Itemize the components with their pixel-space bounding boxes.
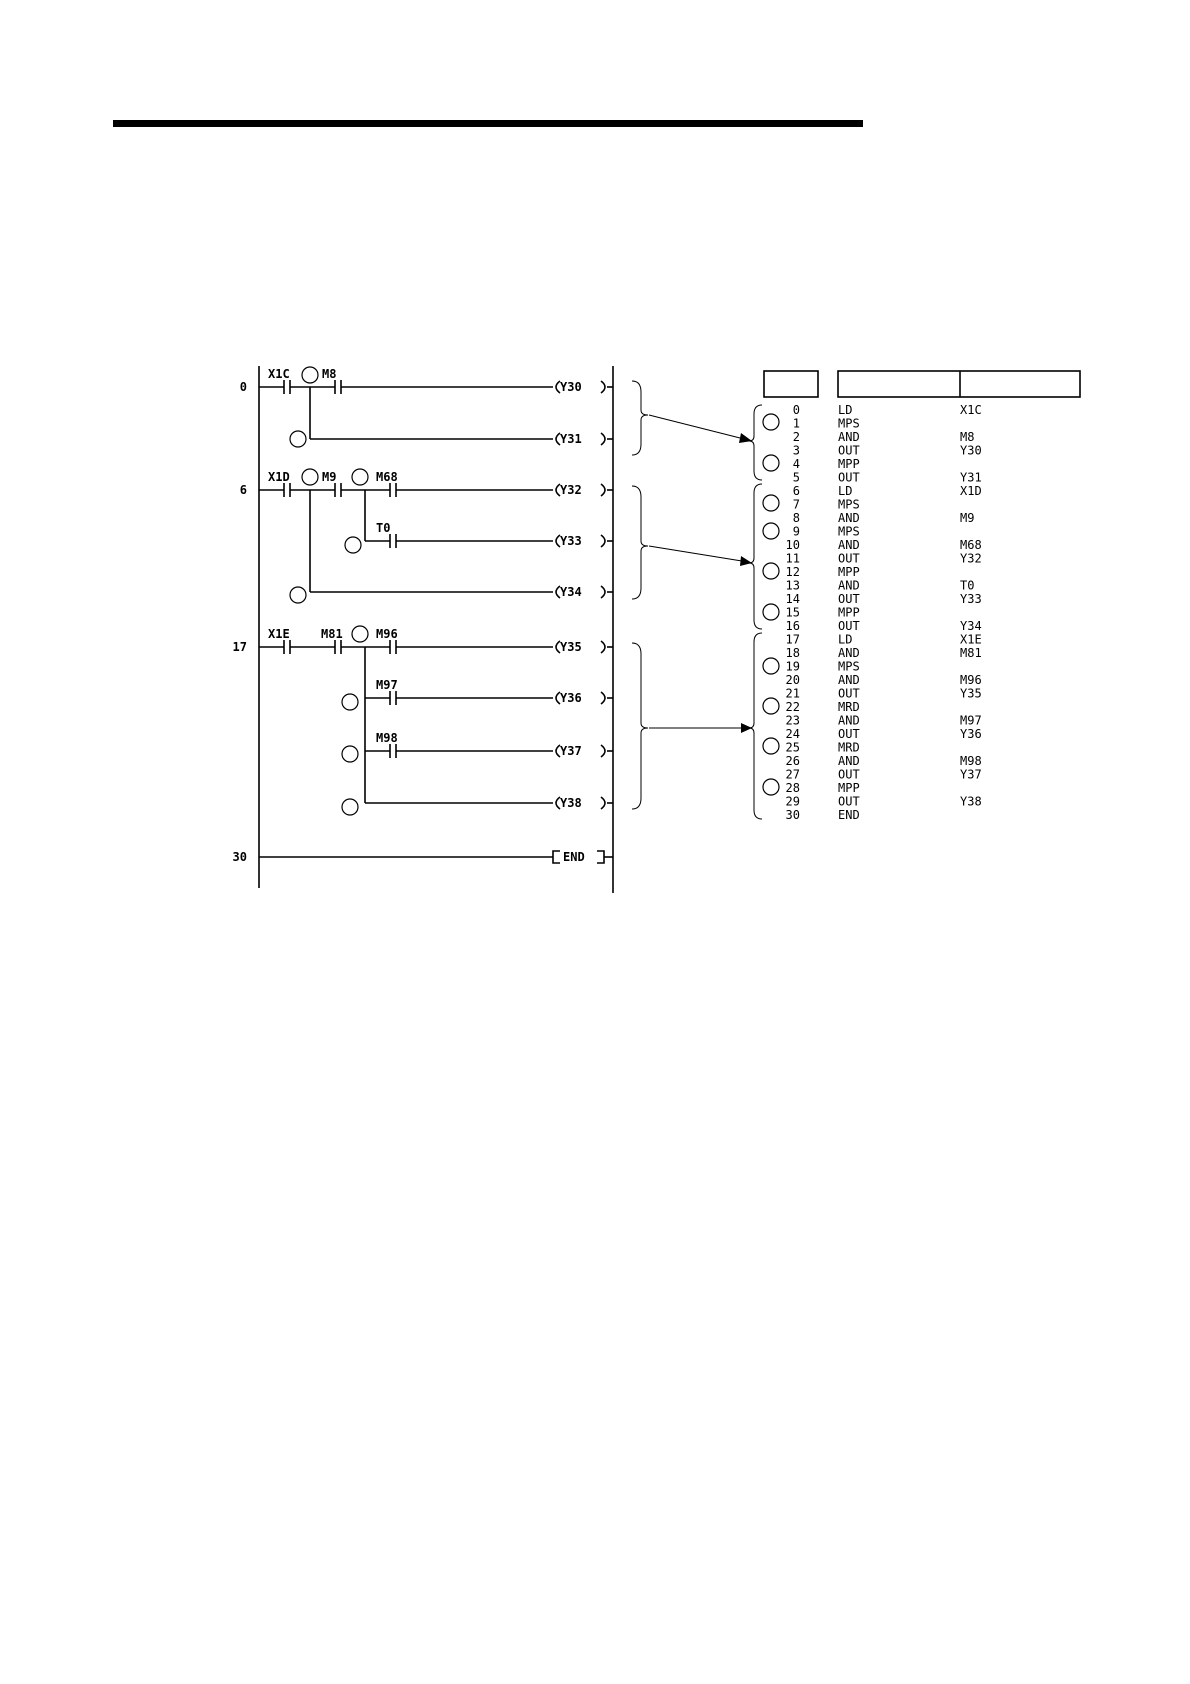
step-number-cell: 7 (792, 497, 800, 512)
end-instruction: END (563, 850, 585, 864)
device-cell: X1D (960, 484, 982, 498)
contact-label: M9 (322, 470, 337, 484)
listing-row (786, 781, 860, 795)
device-cell: Y37 (960, 767, 982, 782)
device-cell: M97 (960, 713, 982, 728)
instruction-header-box (838, 371, 1080, 397)
listing-row (793, 457, 860, 471)
end-rung (259, 850, 613, 864)
device-cell: M8 (960, 430, 975, 444)
listing-brace (749, 484, 762, 629)
answer-blank-circle (302, 367, 318, 383)
coil-y32: Y32 (560, 483, 582, 497)
instruction-listing (763, 371, 1080, 822)
step-number: 0 (239, 380, 247, 394)
instruction-cell: MPS (838, 524, 860, 539)
instruction-cell: OUT (838, 470, 860, 485)
rung-block-2 (259, 469, 613, 603)
answer-blank-circle (342, 746, 358, 762)
instruction-cell: END (838, 808, 860, 822)
coil-y35: Y35 (560, 640, 582, 654)
device-cell: Y35 (960, 686, 982, 701)
step-number-cell: 14 (785, 592, 800, 606)
answer-blank-circle (763, 563, 779, 579)
step-number-cell: 2 (792, 430, 800, 444)
answer-blank-circle (763, 495, 779, 511)
coil-y37: Y37 (560, 744, 582, 758)
device-cell: M81 (960, 646, 982, 660)
contact-label: X1D (268, 470, 290, 484)
device-cell: M68 (960, 538, 982, 552)
coil-y30: Y30 (560, 380, 582, 394)
answer-blank-circle (763, 455, 779, 471)
step-number-cell: 16 (785, 619, 800, 633)
coil-y33: Y33 (560, 534, 582, 548)
ladder-diagram (233, 366, 613, 893)
coil-y34: Y34 (560, 585, 582, 599)
answer-blank-circle (763, 604, 779, 620)
instruction-cell: MPP (838, 605, 860, 620)
device-cell: Y31 (960, 470, 982, 485)
contact-label: M81 (321, 627, 343, 641)
answer-blank-circle (290, 431, 306, 447)
instruction-cell: OUT (838, 551, 860, 566)
listing-row (793, 525, 860, 539)
instruction-cell: AND (838, 538, 860, 552)
listing-row (786, 633, 982, 647)
step-number-cell: 21 (785, 686, 800, 701)
instruction-cell: LD (838, 484, 853, 498)
listing-row (786, 646, 982, 660)
step-number: 30 (232, 850, 247, 864)
answer-blank-circle (342, 799, 358, 815)
listing-row (786, 795, 982, 809)
step-number-cell: 28 (785, 781, 800, 795)
rung-block-3 (259, 626, 613, 815)
answer-blank-circle (342, 694, 358, 710)
answer-blank-circle (352, 626, 368, 642)
listing-row (786, 687, 982, 701)
instruction-cell: AND (838, 578, 860, 593)
arrow-head (740, 556, 752, 566)
instruction-cell: LD (838, 403, 853, 417)
listing-row (786, 552, 982, 566)
ladder-brace (632, 643, 648, 809)
step-number-cell: 10 (785, 538, 800, 552)
step-number-cell: 18 (785, 646, 800, 660)
step-number-cell: 25 (785, 740, 800, 755)
step-number-cell: 19 (785, 659, 800, 674)
answer-blank-circle (763, 414, 779, 430)
instruction-cell: AND (838, 430, 860, 444)
listing-row (793, 484, 982, 498)
answer-blank-circle (763, 658, 779, 674)
instruction-cell: MPP (838, 781, 860, 795)
answer-blank-circle (763, 779, 779, 795)
header-rule (113, 120, 863, 127)
device-cell: Y30 (960, 443, 982, 458)
coil-y38: Y38 (560, 796, 582, 810)
listing-rows (786, 403, 982, 822)
listing-row (786, 592, 982, 606)
instruction-cell: AND (838, 754, 860, 768)
listing-row (786, 606, 860, 620)
answer-blank-circle (763, 738, 779, 754)
listing-row (793, 417, 860, 431)
instruction-cell: AND (838, 511, 860, 525)
step-number-cell: 15 (785, 605, 800, 620)
listing-blank-circles (763, 414, 779, 795)
device-cell: Y34 (960, 619, 982, 633)
step-header-box (764, 371, 818, 397)
instruction-cell: AND (838, 713, 860, 728)
listing-row (793, 444, 982, 458)
instruction-cell: OUT (838, 686, 860, 701)
step-number-cell: 0 (792, 403, 800, 417)
listing-row (786, 754, 982, 768)
listing-row (793, 430, 975, 444)
listing-row (786, 660, 860, 674)
contact-label: M68 (376, 470, 398, 484)
instruction-cell: MPS (838, 416, 860, 431)
answer-blank-circle (290, 587, 306, 603)
instruction-cell: MPS (838, 497, 860, 512)
instruction-cell: AND (838, 646, 860, 660)
contact-label: X1E (268, 627, 290, 641)
listing-row (786, 619, 982, 633)
listing-row (786, 673, 982, 687)
rung-block-1 (259, 367, 613, 447)
instruction-cell: OUT (838, 794, 860, 809)
instruction-cell: OUT (838, 592, 860, 606)
listing-row (786, 538, 982, 552)
step-number-cell: 1 (792, 416, 800, 431)
step-number-cell: 23 (785, 713, 800, 728)
step-number-cell: 4 (792, 457, 800, 471)
step-number-cell: 20 (785, 673, 800, 687)
instruction-cell: MPS (838, 659, 860, 674)
contact-label: M97 (376, 678, 398, 692)
contact-label: M96 (376, 627, 398, 641)
step-number: 6 (239, 483, 247, 497)
listing-row (786, 700, 860, 714)
step-number-cell: 12 (785, 565, 800, 579)
step-number-cell: 13 (785, 578, 800, 593)
step-number-cell: 3 (792, 443, 800, 458)
step-number-cell: 22 (785, 700, 800, 714)
device-cell: X1E (960, 632, 982, 647)
instruction-cell: MRD (838, 740, 860, 755)
device-cell: M98 (960, 754, 982, 768)
device-cell: X1C (960, 403, 982, 417)
step-number-cell: 11 (785, 551, 800, 566)
instruction-cell: OUT (838, 767, 860, 782)
listing-row (786, 565, 860, 579)
listing-row (786, 768, 982, 782)
step-number-cell: 27 (785, 767, 800, 782)
device-cell: Y33 (960, 592, 982, 606)
answer-blank-circle (352, 469, 368, 485)
listing-row (793, 511, 975, 525)
mapping-arrows (632, 381, 762, 819)
instruction-cell: MPP (838, 457, 860, 471)
listing-row (786, 741, 860, 755)
step-number-cell: 29 (785, 794, 800, 809)
listing-row (793, 498, 860, 512)
instruction-cell: MPP (838, 565, 860, 579)
device-cell: T0 (960, 578, 975, 593)
coil-y36: Y36 (560, 691, 582, 705)
listing-brace (749, 405, 762, 480)
instruction-cell: OUT (838, 619, 860, 633)
coil-y31: Y31 (560, 432, 582, 446)
instruction-cell: MRD (838, 700, 860, 714)
ladder-brace (632, 381, 648, 455)
step-number: 17 (232, 640, 247, 654)
step-number-cell: 8 (792, 511, 800, 525)
instruction-cell: OUT (838, 727, 860, 741)
step-number-cell: 5 (792, 470, 800, 485)
instruction-cell: LD (838, 632, 853, 647)
answer-blank-circle (345, 537, 361, 553)
device-cell: M96 (960, 673, 982, 687)
step-number-cell: 17 (785, 632, 800, 647)
listing-row (786, 714, 982, 728)
device-cell: Y36 (960, 727, 982, 741)
device-cell: Y32 (960, 551, 982, 566)
instruction-cell: AND (838, 673, 860, 687)
contact-label: X1C (268, 367, 290, 381)
contact-label: M98 (376, 731, 398, 745)
device-cell: Y38 (960, 794, 982, 809)
step-number-cell: 24 (785, 727, 800, 741)
step-number-cell: 26 (785, 754, 800, 768)
answer-blank-circle (302, 469, 318, 485)
step-number-cell: 30 (785, 808, 800, 822)
step-number-cell: 6 (792, 484, 800, 498)
instruction-cell: OUT (838, 443, 860, 458)
answer-blank-circle (763, 698, 779, 714)
listing-row (793, 403, 982, 417)
listing-row (786, 808, 860, 822)
answer-blank-circle (763, 523, 779, 539)
device-cell: M9 (960, 511, 975, 525)
listing-brace (749, 633, 762, 819)
step-number-cell: 9 (792, 524, 800, 539)
listing-row (793, 471, 982, 485)
listing-row (786, 579, 975, 593)
ladder-brace (632, 486, 648, 599)
contact-label: M8 (322, 367, 337, 381)
listing-row (786, 727, 982, 741)
contact-label: T0 (376, 521, 391, 535)
